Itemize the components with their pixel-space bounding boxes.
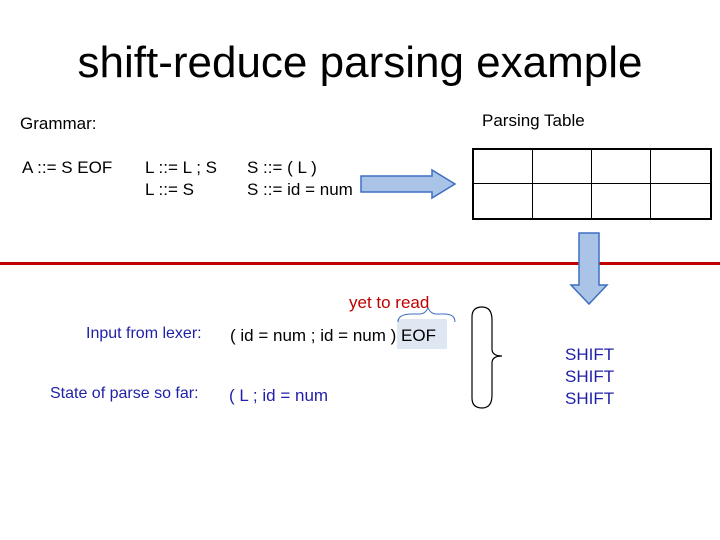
parse-state-value: ( L ; id = num (229, 386, 329, 405)
action-item: SHIFT (565, 389, 615, 408)
parse-state-label: State of parse so far: (50, 385, 199, 402)
grammar-heading: Grammar: (20, 114, 97, 133)
grammar-rule: S ::= ( L ) (247, 158, 317, 177)
lexer-input-value: ( id = num ; id = num ) EOF (230, 326, 436, 345)
action-item: SHIFT (565, 345, 615, 364)
parsing-table-heading: Parsing Table (482, 111, 585, 130)
grammar-rule: A ::= S EOF (22, 158, 113, 177)
action-item: SHIFT (565, 367, 615, 386)
right-brace-icon (482, 307, 502, 408)
yet-to-read-label: yet to read (349, 293, 430, 312)
right-arrow-icon (361, 170, 455, 198)
left-bracket-icon (472, 307, 482, 408)
down-arrow-icon (571, 233, 607, 304)
grammar-rule: S ::= id = num (247, 180, 353, 199)
slide-title: shift-reduce parsing example (77, 38, 643, 87)
grammar-rule: L ::= L ; S (145, 158, 217, 177)
yet-to-read-brace-icon (398, 308, 455, 322)
grammar-rule: L ::= S (145, 180, 194, 199)
lexer-input-label: Input from lexer: (86, 325, 202, 342)
